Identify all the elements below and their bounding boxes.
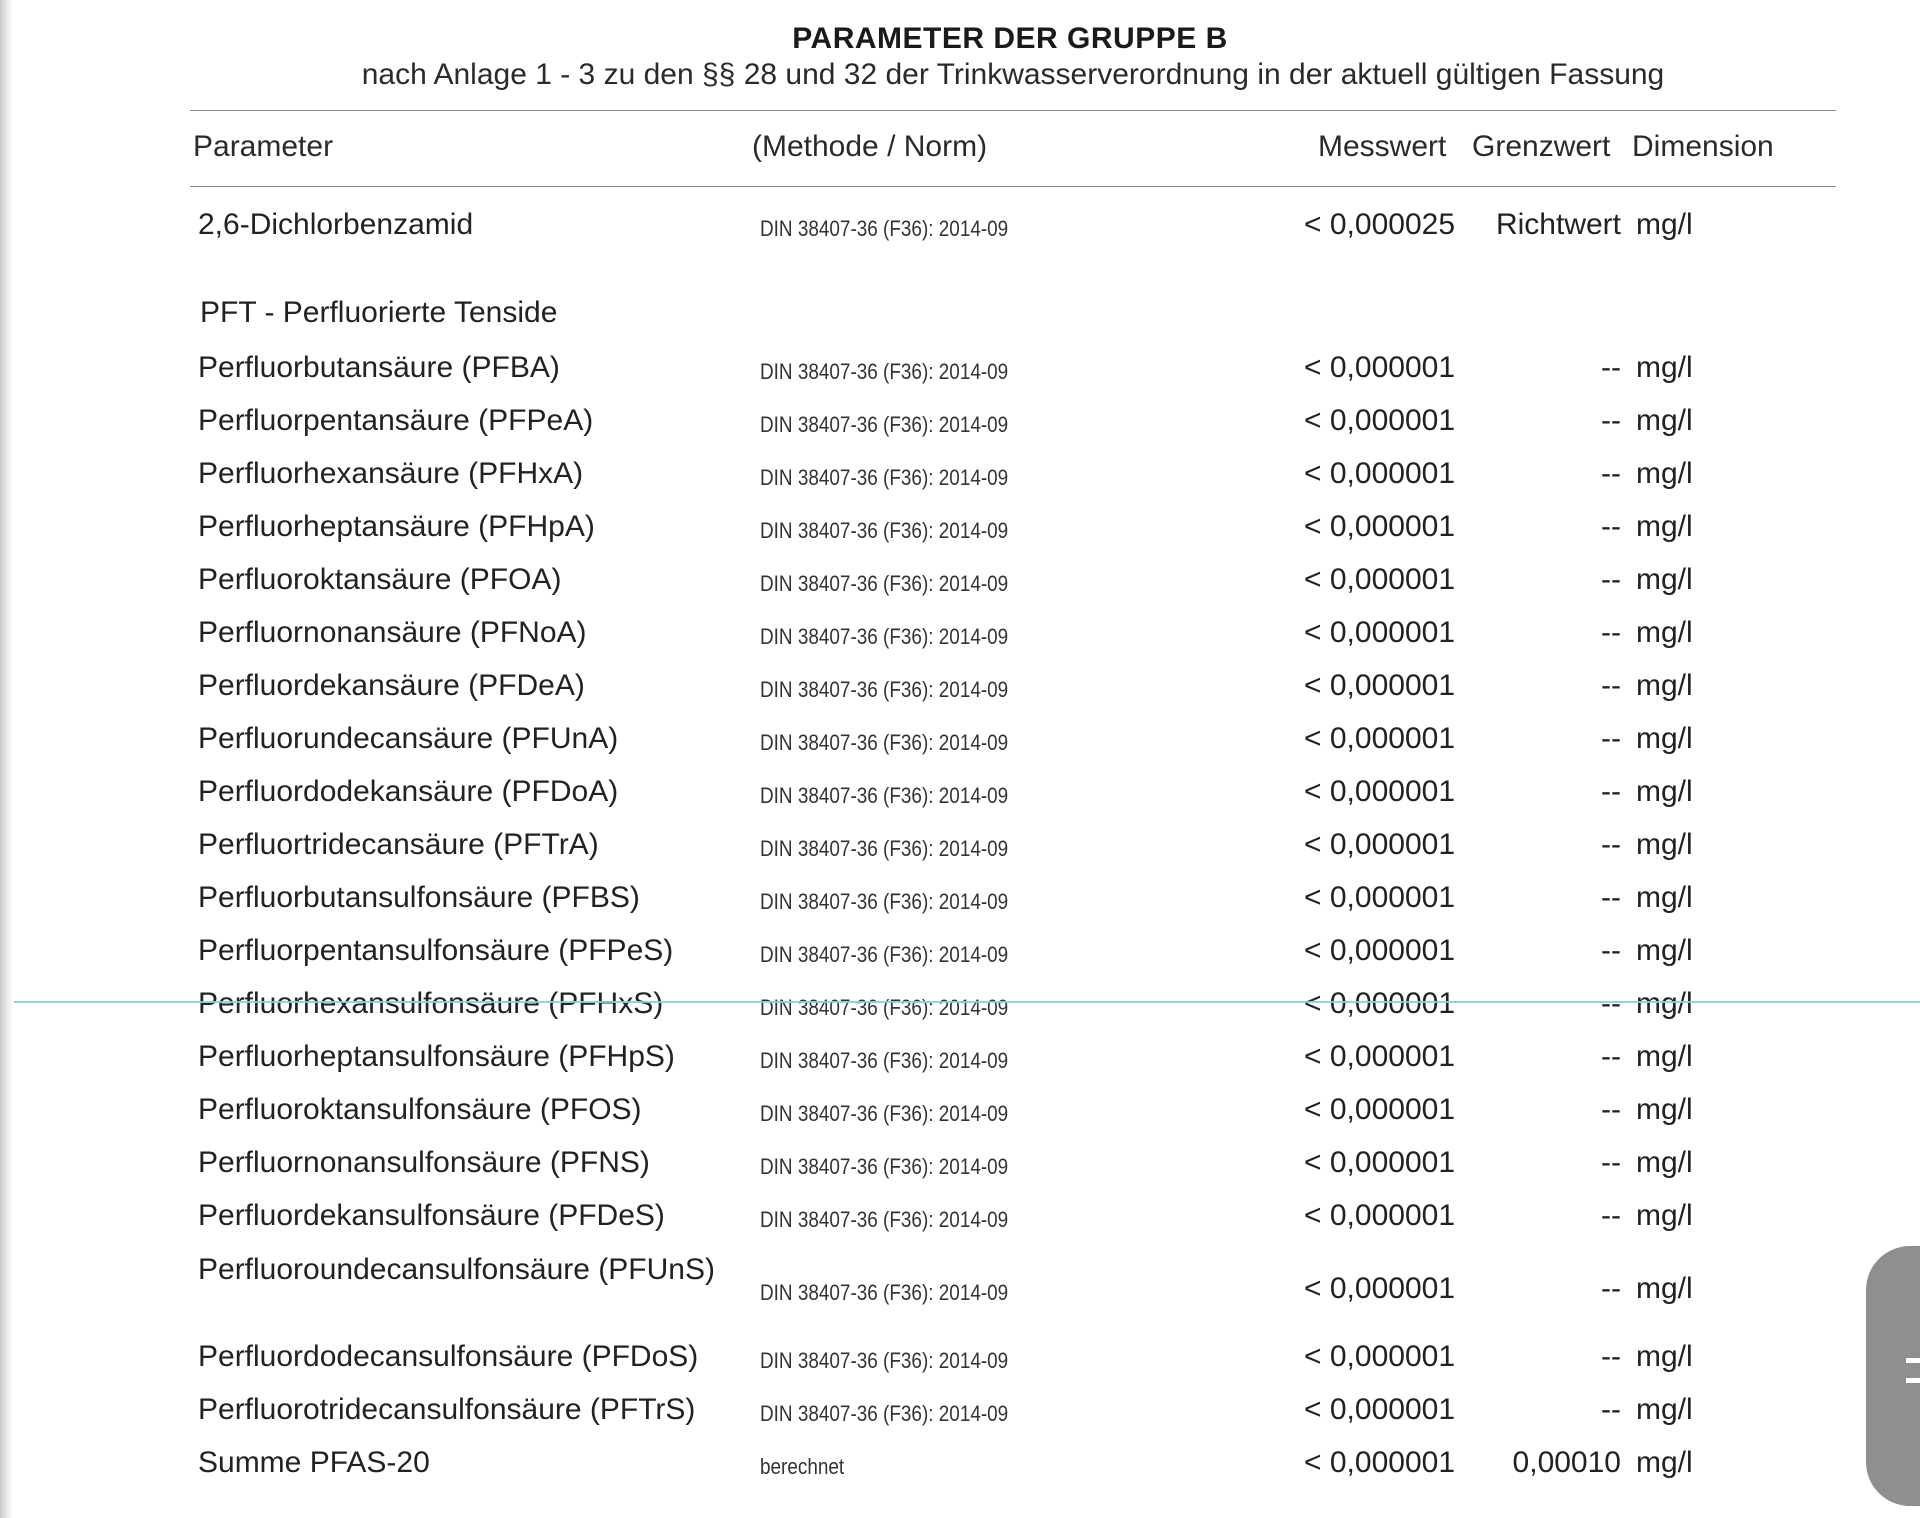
method-cell: DIN 38407-36 (F36): 2014-09 (760, 836, 1009, 861)
method-cell: DIN 38407-36 (F36): 2014-09 (760, 1207, 1009, 1232)
limit-cell: -- (1601, 1272, 1621, 1305)
table-row (0, 881, 1920, 921)
unit-cell: mg/l (1636, 987, 1693, 1020)
table-row (0, 1340, 1920, 1380)
parameter-cell: Perfluorheptansäure (PFHpA) (198, 510, 595, 543)
parameter-cell: Perfluordekansulfonsäure (PFDeS) (198, 1199, 665, 1232)
document-subtitle: nach Anlage 1 - 3 zu den §§ 28 und 32 der Trinkwasserverordnung in der aktuell gültigen Fassung (361, 58, 1665, 91)
unit-cell: mg/l (1636, 404, 1693, 437)
table-header (0, 130, 1920, 170)
parameter-cell: Perfluordodecansulfonsäure (PFDoS) (198, 1340, 699, 1373)
parameter-cell: 2,6-Dichlorbenzamid (198, 208, 474, 241)
parameter-cell: Perfluorundecansäure (PFUnA) (198, 722, 619, 755)
table-row (0, 1146, 1920, 1186)
table-row (0, 351, 1920, 391)
limit-cell: -- (1601, 881, 1621, 914)
parameter-cell: Perfluorheptansulfonsäure (PFHpS) (198, 1040, 675, 1073)
parameter-cell: Perfluordekansäure (PFDeA) (198, 669, 585, 702)
parameter-cell: Perfluorhexansäure (PFHxA) (198, 457, 584, 490)
limit-cell: -- (1601, 1146, 1621, 1179)
grip-line-icon (1906, 1378, 1920, 1383)
parameter-cell: Perfluoroktansäure (PFOA) (198, 563, 562, 596)
unit-cell: mg/l (1636, 722, 1693, 755)
limit-cell: Richtwert (1495, 208, 1621, 241)
table-row (0, 669, 1920, 709)
header-unit: Dimension (1632, 130, 1774, 163)
table-row (0, 1199, 1920, 1239)
unit-cell: mg/l (1636, 1272, 1693, 1305)
parameter-cell: Perfluorotridecansulfonsäure (PFTrS) (198, 1393, 696, 1426)
header-method: (Methode / Norm) (752, 130, 988, 163)
unit-cell: mg/l (1636, 1393, 1693, 1426)
table-row (0, 1252, 1920, 1330)
parameter-cell: Perfluorbutansulfonsäure (PFBS) (198, 881, 640, 914)
header-measured: Messwert (1318, 130, 1447, 163)
method-cell: DIN 38407-36 (F36): 2014-09 (760, 677, 1009, 702)
method-cell: DIN 38407-36 (F36): 2014-09 (760, 359, 1009, 384)
limit-cell: -- (1601, 775, 1621, 808)
measured-cell: < 0,000001 (1304, 457, 1455, 490)
unit-cell: mg/l (1636, 351, 1693, 384)
limit-cell: -- (1601, 987, 1621, 1020)
limit-cell: -- (1601, 510, 1621, 543)
parameter-cell: Perfluorpentansäure (PFPeA) (198, 404, 594, 437)
table-row (0, 457, 1920, 497)
parameter-cell: Perfluoroktansulfonsäure (PFOS) (198, 1093, 642, 1126)
measured-cell: < 0,000001 (1304, 1093, 1455, 1126)
parameter-cell: Perfluordodekansäure (PFDoA) (198, 775, 619, 808)
unit-cell: mg/l (1636, 1446, 1693, 1479)
method-cell: DIN 38407-36 (F36): 2014-09 (760, 1280, 1009, 1305)
unit-cell: mg/l (1636, 616, 1693, 649)
parameter-cell: Perfluorpentansulfonsäure (PFPeS) (198, 934, 674, 967)
unit-cell: mg/l (1636, 1340, 1693, 1373)
measured-cell: < 0,000001 (1304, 351, 1455, 384)
table-row (0, 1446, 1920, 1486)
method-cell: DIN 38407-36 (F36): 2014-09 (760, 412, 1009, 437)
unit-cell: mg/l (1636, 669, 1693, 702)
measured-cell: < 0,000001 (1304, 987, 1455, 1020)
limit-cell: -- (1601, 934, 1621, 967)
measured-cell: < 0,000025 (1304, 208, 1455, 241)
method-cell: DIN 38407-36 (F36): 2014-09 (760, 995, 1009, 1020)
header-bottom-rule (190, 186, 1836, 187)
header-limit: Grenzwert (1472, 130, 1611, 163)
table-row (0, 987, 1920, 1027)
limit-cell: -- (1601, 351, 1621, 384)
table-row (0, 1093, 1920, 1133)
method-cell: DIN 38407-36 (F36): 2014-09 (760, 1401, 1009, 1426)
measured-cell: < 0,000001 (1304, 775, 1455, 808)
limit-cell: 0,00010 (1512, 1446, 1621, 1479)
parameter-cell: Summe PFAS-20 (198, 1446, 430, 1479)
measured-cell: < 0,000001 (1304, 616, 1455, 649)
unit-cell: mg/l (1636, 208, 1693, 241)
unit-cell: mg/l (1636, 457, 1693, 490)
limit-cell: -- (1601, 457, 1621, 490)
limit-cell: -- (1601, 1393, 1621, 1426)
parameter-cell: Perfluorbutansäure (PFBA) (198, 351, 560, 384)
method-cell: DIN 38407-36 (F36): 2014-09 (760, 730, 1009, 755)
unit-cell: mg/l (1636, 1199, 1693, 1232)
method-cell: DIN 38407-36 (F36): 2014-09 (760, 889, 1009, 914)
measured-cell: < 0,000001 (1304, 669, 1455, 702)
table-row (0, 510, 1920, 550)
method-cell: DIN 38407-36 (F36): 2014-09 (760, 1048, 1009, 1073)
table-row (0, 616, 1920, 656)
unit-cell: mg/l (1636, 1040, 1693, 1073)
method-cell: DIN 38407-36 (F36): 2014-09 (760, 942, 1009, 967)
measured-cell: < 0,000001 (1304, 1146, 1455, 1179)
measured-cell: < 0,000001 (1304, 934, 1455, 967)
parameter-cell: Perfluornonansulfonsäure (PFNS) (198, 1146, 650, 1179)
measured-cell: < 0,000001 (1304, 881, 1455, 914)
method-cell: DIN 38407-36 (F36): 2014-09 (760, 624, 1009, 649)
unit-cell: mg/l (1636, 775, 1693, 808)
limit-cell: -- (1601, 1199, 1621, 1232)
table-row (0, 208, 1920, 248)
table-row (0, 828, 1920, 868)
method-cell: DIN 38407-36 (F36): 2014-09 (760, 571, 1009, 596)
method-cell: DIN 38407-36 (F36): 2014-09 (760, 783, 1009, 808)
parameter-cell: Perfluorhexansulfonsäure (PFHxS) (198, 987, 664, 1020)
grip-line-icon (1906, 1358, 1920, 1363)
unit-cell: mg/l (1636, 563, 1693, 596)
measured-cell: < 0,000001 (1304, 404, 1455, 437)
limit-cell: -- (1601, 563, 1621, 596)
limit-cell: -- (1601, 828, 1621, 861)
method-cell: DIN 38407-36 (F36): 2014-09 (760, 465, 1009, 490)
table-row (0, 563, 1920, 603)
unit-cell: mg/l (1636, 934, 1693, 967)
method-cell: DIN 38407-36 (F36): 2014-09 (760, 216, 1009, 241)
guide-line (14, 1001, 1920, 1003)
measured-cell: < 0,000001 (1304, 1340, 1455, 1373)
limit-cell: -- (1601, 1340, 1621, 1373)
parameter-cell: Perfluornonansäure (PFNoA) (198, 616, 587, 649)
header-top-rule (190, 110, 1836, 111)
limit-cell: -- (1601, 722, 1621, 755)
measured-cell: < 0,000001 (1304, 722, 1455, 755)
measured-cell: < 0,000001 (1304, 1272, 1455, 1305)
measured-cell: < 0,000001 (1304, 1446, 1455, 1479)
method-cell: DIN 38407-36 (F36): 2014-09 (760, 1154, 1009, 1179)
table-row (0, 1393, 1920, 1433)
measured-cell: < 0,000001 (1304, 510, 1455, 543)
measured-cell: < 0,000001 (1304, 1040, 1455, 1073)
scroll-handle[interactable] (1866, 1246, 1920, 1506)
document-title: PARAMETER DER GRUPPE B (792, 22, 1228, 55)
measured-cell: < 0,000001 (1304, 1393, 1455, 1426)
method-cell: DIN 38407-36 (F36): 2014-09 (760, 518, 1009, 543)
table-row (0, 404, 1920, 444)
measured-cell: < 0,000001 (1304, 563, 1455, 596)
parameter-cell: Perfluortridecansäure (PFTrA) (198, 828, 599, 861)
limit-cell: -- (1601, 1093, 1621, 1126)
method-cell: DIN 38407-36 (F36): 2014-09 (760, 1348, 1009, 1373)
limit-cell: -- (1601, 616, 1621, 649)
limit-cell: -- (1601, 404, 1621, 437)
header-parameter: Parameter (193, 130, 334, 163)
limit-cell: -- (1601, 669, 1621, 702)
table-row (0, 934, 1920, 974)
limit-cell: -- (1601, 1040, 1621, 1073)
unit-cell: mg/l (1636, 510, 1693, 543)
table-row (0, 775, 1920, 815)
measured-cell: < 0,000001 (1304, 828, 1455, 861)
unit-cell: mg/l (1636, 1146, 1693, 1179)
table-row (0, 722, 1920, 762)
method-cell: DIN 38407-36 (F36): 2014-09 (760, 1101, 1009, 1126)
measured-cell: < 0,000001 (1304, 1199, 1455, 1232)
unit-cell: mg/l (1636, 881, 1693, 914)
parameter-cell: Perfluoroundecansulfonsäure (PFUnS) (198, 1253, 715, 1286)
unit-cell: mg/l (1636, 828, 1693, 861)
unit-cell: mg/l (1636, 1093, 1693, 1126)
table-row (0, 1040, 1920, 1080)
method-cell: berechnet (760, 1454, 845, 1479)
section-heading: PFT - Perfluorierte Tenside (200, 296, 558, 329)
